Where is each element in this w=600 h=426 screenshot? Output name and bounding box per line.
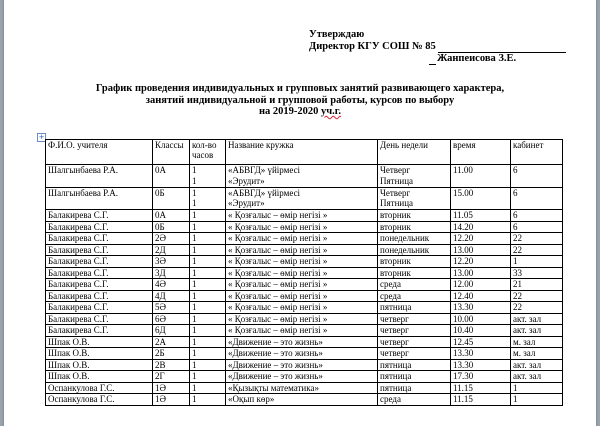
cell-club [226, 313, 378, 325]
cell-room: 21 [511, 279, 563, 291]
cell-teacher: Балакирева С.Г. [46, 210, 153, 222]
cell-day-line: среда [380, 290, 401, 301]
cell-class: 6Д [153, 325, 190, 337]
cell-class: 1Ә [153, 394, 190, 406]
cell-class: 3Ә [153, 256, 190, 268]
cell-day-line: понедельник [380, 233, 430, 243]
table-row [46, 290, 563, 302]
cell-room: 22 [511, 233, 563, 245]
cell-teacher: Шалгынбаева Р.А. [46, 187, 153, 210]
cell-club-line: « Қозғалыс – өмір негізі » [228, 290, 328, 301]
cell-club [226, 256, 378, 268]
cell-day-line: четверг [380, 325, 409, 335]
cell-hours [190, 382, 226, 394]
header-hours [190, 140, 226, 165]
cell-hours [190, 233, 226, 245]
cell-club-line: « Қозғалыс – өмір негізі » [228, 221, 328, 232]
cell-day [378, 187, 451, 210]
cell-time: 12.20 [451, 233, 511, 245]
cell-time: 12.45 [451, 336, 511, 348]
cell-time: 13.30 [451, 359, 511, 371]
table-row [46, 325, 563, 337]
cell-club-line: «АБВГД» үйірмесі [228, 165, 301, 175]
cell-club [226, 371, 378, 383]
cell-room: 22 [511, 302, 563, 314]
table-row [46, 221, 563, 233]
table-header-row [46, 140, 563, 165]
cell-room: м. зал [511, 348, 563, 360]
cell-teacher: Шпак О.В. [46, 371, 153, 383]
cell-class: 6Ә [153, 313, 190, 325]
cell-time: 10.00 [451, 313, 511, 325]
cell-hours [190, 348, 226, 360]
cell-hours [190, 313, 226, 325]
table-row [46, 336, 563, 348]
cell-room: акт. зал [511, 325, 563, 337]
cell-hours-line: 1 [192, 290, 197, 301]
cell-teacher: Балакирева С.Г. [46, 313, 153, 325]
cell-club-line: «Оқып көр» [228, 394, 275, 404]
cell-day-line: понедельник [380, 244, 430, 255]
cell-hours-line: 1 [192, 198, 197, 208]
cell-time: 11.15 [451, 382, 511, 394]
cell-room: 1 [511, 256, 563, 268]
cell-class: 0Б [153, 187, 190, 210]
cell-teacher: Шпак О.В. [46, 359, 153, 371]
table-move-handle-icon[interactable]: + [38, 133, 45, 141]
table-row [46, 256, 563, 268]
cell-room: акт. зал [511, 359, 563, 371]
cell-day-line: Четверг [380, 187, 411, 198]
cell-club [226, 382, 378, 394]
cell-class: 1Ә [153, 382, 190, 394]
document-page [4, 0, 596, 426]
cell-teacher: Оспанкулова Г.С. [46, 382, 153, 394]
cell-hours [190, 244, 226, 256]
cell-club-line: « Қозғалыс – өмір негізі » [228, 313, 328, 324]
cell-class: 4Ә [153, 279, 190, 291]
cell-day [378, 256, 451, 268]
cell-time: 11.00 [451, 165, 511, 188]
header-time: время [451, 140, 511, 165]
cell-class: 2Ә [153, 233, 190, 245]
cell-club-line: « Қозғалыс – өмір негізі » [228, 279, 328, 289]
table-row [46, 348, 563, 360]
cell-club-line: «Движение – это жизнь» [228, 359, 323, 370]
cell-day [378, 244, 451, 256]
table-row [46, 187, 563, 210]
cell-day [378, 279, 451, 291]
cell-class: 4Д [153, 290, 190, 302]
cell-class: 5Ә [153, 302, 190, 314]
cell-teacher: Балакирева С.Г. [46, 221, 153, 233]
cell-day [378, 336, 451, 348]
approval-line-3 [309, 53, 566, 65]
cell-room: 1 [511, 382, 563, 394]
cell-hours-line: 1 [192, 256, 197, 266]
cell-class: 3Д [153, 267, 190, 279]
cell-day-line: Пятница [380, 175, 414, 186]
cell-hours-line: 1 [192, 175, 197, 186]
cell-club-line: « Қозғалыс – өмір негізі » [228, 244, 328, 255]
cell-room: акт. зал [511, 371, 563, 383]
cell-day-line: Пятница [380, 198, 414, 208]
table-row [46, 165, 563, 188]
cell-teacher: Шпак О.В. [46, 348, 153, 360]
cell-hours-line: 1 [192, 382, 197, 393]
cell-hours-line: 1 [192, 233, 197, 243]
cell-club-line: «Движение – это жизнь» [228, 348, 323, 358]
signature-line-short [429, 53, 436, 65]
title-year-suffix: уч.г. [321, 106, 342, 117]
cell-hours [190, 210, 226, 222]
table-row [46, 210, 563, 222]
header-hours-line-1: кол-во [192, 140, 217, 150]
cell-teacher: Балакирева С.Г. [46, 256, 153, 268]
cell-hours-line: 1 [192, 371, 197, 381]
cell-room: акт. зал [511, 313, 563, 325]
cell-day-line: пятница [380, 359, 412, 370]
cell-class: 0А [153, 210, 190, 222]
cell-day [378, 359, 451, 371]
cell-club [226, 233, 378, 245]
cell-day [378, 221, 451, 233]
cell-hours [190, 359, 226, 371]
header-room: кабинет [511, 140, 563, 165]
table-row [46, 267, 563, 279]
table-row [46, 302, 563, 314]
schedule-table [45, 139, 563, 406]
cell-club-line: «Движение – это жизнь» [228, 371, 323, 381]
cell-hours-line: 1 [192, 267, 197, 278]
cell-class: 2Г [153, 371, 190, 383]
cell-room: 22 [511, 290, 563, 302]
cell-club [226, 221, 378, 233]
cell-hours-line: 1 [192, 313, 197, 324]
cell-teacher: Шпак О.В. [46, 336, 153, 348]
title-line-2: занятий индивидуальной и групповой работы, курсов по выбору [145, 94, 455, 106]
cell-room: 6 [511, 165, 563, 188]
cell-club-line: «Движение – это жизнь» [228, 336, 323, 347]
table-row [46, 313, 563, 325]
table-row [46, 279, 563, 291]
cell-class: 0А [153, 165, 190, 188]
cell-club [226, 290, 378, 302]
cell-hours [190, 267, 226, 279]
header-club: Название кружка [226, 140, 378, 165]
table-row [46, 394, 563, 406]
cell-teacher: Балакирева С.Г. [46, 325, 153, 337]
cell-hours-line: 1 [192, 221, 197, 232]
cell-teacher: Балакирева С.Г. [46, 244, 153, 256]
cell-hours [190, 371, 226, 383]
cell-hours-line: 1 [192, 394, 197, 404]
cell-teacher: Балакирева С.Г. [46, 233, 153, 245]
cell-room: 22 [511, 244, 563, 256]
cell-hours-line: 1 [192, 325, 197, 335]
approval-block [309, 29, 566, 65]
header-day: День недели [378, 140, 451, 165]
cell-hours [190, 336, 226, 348]
cell-teacher: Балакирева С.Г. [46, 267, 153, 279]
approval-line-1: Утверждаю [309, 29, 365, 40]
cell-time: 12.20 [451, 256, 511, 268]
cell-day [378, 210, 451, 222]
title-line-3 [4, 106, 596, 118]
table-row [46, 233, 563, 245]
cell-hours-line: 1 [192, 244, 197, 255]
approval-line-2 [309, 41, 566, 53]
cell-hours-line: 1 [192, 279, 197, 289]
signature-line [438, 42, 566, 53]
cell-day [378, 233, 451, 245]
cell-club [226, 210, 378, 222]
table-row [46, 371, 563, 383]
cell-day-line: пятница [380, 302, 412, 312]
cell-room: 33 [511, 267, 563, 279]
cell-hours [190, 187, 226, 210]
cell-club-line: « Қозғалыс – өмір негізі » [228, 325, 328, 335]
cell-room: 1 [511, 394, 563, 406]
cell-hours-line: 1 [192, 210, 197, 220]
cell-club-line: « Қозғалыс – өмір негізі » [228, 233, 328, 243]
header-hours-line-2: часов [192, 150, 214, 160]
cell-hours-line: 1 [192, 165, 197, 175]
cell-day [378, 371, 451, 383]
cell-time: 17.30 [451, 371, 511, 383]
director-name: Жанпеисова З.Е. [437, 53, 517, 64]
cell-time: 13.30 [451, 348, 511, 360]
cell-club [226, 348, 378, 360]
cell-day-line: среда [380, 279, 401, 289]
cell-day [378, 313, 451, 325]
cell-day [378, 348, 451, 360]
cell-hours-line: 1 [192, 187, 197, 198]
cell-club-line: «АБВГД» үйірмесі [228, 187, 301, 198]
director-title: Директор КГУ СОШ № 85 [309, 41, 436, 52]
cell-club-line: «Эрудит» [228, 198, 265, 208]
cell-hours [190, 325, 226, 337]
cell-club-line: « Қозғалыс – өмір негізі » [228, 302, 328, 312]
cell-club [226, 336, 378, 348]
cell-time: 13.30 [451, 302, 511, 314]
cell-time: 12.40 [451, 290, 511, 302]
cell-day-line: четверг [380, 313, 409, 324]
cell-club [226, 359, 378, 371]
cell-time: 14.20 [451, 221, 511, 233]
cell-club [226, 244, 378, 256]
cell-club-line: « Қозғалыс – өмір негізі » [228, 256, 328, 266]
document-title [4, 83, 596, 118]
cell-teacher: Балакирева С.Г. [46, 302, 153, 314]
cell-day-line: Четверг [380, 165, 411, 175]
cell-hours-line: 1 [192, 336, 197, 347]
title-year: на 2019-2020 [258, 106, 322, 117]
cell-class: 2Б [153, 348, 190, 360]
cell-club [226, 302, 378, 314]
cell-class: 0Б [153, 221, 190, 233]
cell-club [226, 267, 378, 279]
cell-day [378, 394, 451, 406]
cell-class: 2А [153, 336, 190, 348]
cell-hours [190, 256, 226, 268]
cell-hours-line: 1 [192, 359, 197, 370]
cell-day [378, 290, 451, 302]
cell-room: м. зал [511, 336, 563, 348]
cell-day [378, 267, 451, 279]
table-row [46, 382, 563, 394]
cell-day [378, 325, 451, 337]
cell-day-line: пятница [380, 382, 412, 393]
cell-hours [190, 290, 226, 302]
cell-day-line: вторник [380, 267, 411, 278]
cell-club-line: «Қызықты математика» [228, 382, 319, 393]
cell-club [226, 325, 378, 337]
cell-day-line: четверг [380, 348, 409, 358]
cell-room: 6 [511, 187, 563, 210]
cell-hours-line: 1 [192, 302, 197, 312]
cell-day-line: вторник [380, 221, 411, 232]
cell-class: 2В [153, 359, 190, 371]
cell-day [378, 165, 451, 188]
cell-teacher: Шалгынбаева Р.А. [46, 165, 153, 188]
cell-hours-line: 1 [192, 348, 197, 358]
cell-club [226, 187, 378, 210]
cell-teacher: Балакирева С.Г. [46, 279, 153, 291]
cell-hours [190, 165, 226, 188]
cell-club [226, 279, 378, 291]
cell-day [378, 302, 451, 314]
table-row [46, 359, 563, 371]
header-class: Классы [153, 140, 190, 165]
cell-room: 6 [511, 210, 563, 222]
cell-time: 11.15 [451, 394, 511, 406]
cell-hours [190, 302, 226, 314]
cell-club-line: « Қозғалыс – өмір негізі » [228, 267, 328, 278]
header-teacher: Ф.И.О. учителя [46, 140, 153, 165]
cell-day-line: вторник [380, 210, 411, 220]
cell-day-line: вторник [380, 256, 411, 266]
cell-teacher: Оспанкулова Г.С. [46, 394, 153, 406]
cell-time: 11.05 [451, 210, 511, 222]
cell-class: 2Д [153, 244, 190, 256]
cell-club-line: «Эрудит» [228, 175, 265, 186]
cell-day-line: четверг [380, 336, 409, 347]
cell-day-line: пятница [380, 371, 412, 381]
cell-club [226, 165, 378, 188]
cell-time: 13.00 [451, 244, 511, 256]
cell-club-line: « Қозғалыс – өмір негізі » [228, 210, 328, 220]
title-line-1: График проведения индивидуальных и групповых занятий развивающего характера, [95, 83, 505, 94]
cell-time: 13.00 [451, 267, 511, 279]
table-row [46, 244, 563, 256]
cell-time: 15.00 [451, 187, 511, 210]
cell-hours [190, 394, 226, 406]
cell-day-line: среда [380, 394, 401, 404]
cell-hours [190, 279, 226, 291]
cell-day [378, 382, 451, 394]
cell-hours [190, 221, 226, 233]
cell-teacher: Балакирева С.Г. [46, 290, 153, 302]
cell-time: 10.40 [451, 325, 511, 337]
cell-room: 6 [511, 221, 563, 233]
cell-club [226, 394, 378, 406]
cell-time: 12.00 [451, 279, 511, 291]
